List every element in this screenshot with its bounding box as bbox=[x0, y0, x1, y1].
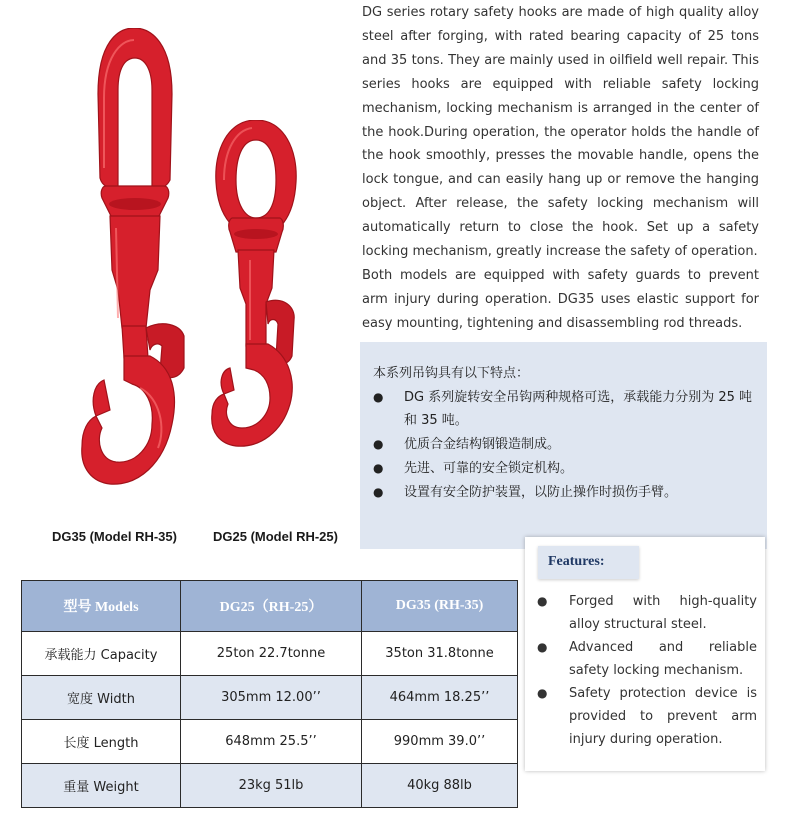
chinese-feature-item bbox=[360, 481, 767, 504]
dg35-value: 990mm 39.0’’ bbox=[362, 720, 518, 764]
spec-table bbox=[21, 580, 518, 808]
bullet-icon: ● bbox=[373, 390, 384, 404]
header-dg25: DG25（RH-25） bbox=[181, 581, 362, 632]
chinese-feature-text: 优质合金结构钢锻造制成。 bbox=[404, 437, 561, 452]
bullet-icon: ● bbox=[537, 640, 548, 654]
bullet-icon: ● bbox=[373, 437, 384, 451]
chinese-feature-item bbox=[360, 457, 767, 480]
dg35-caption: DG35 (Model RH-35) bbox=[52, 529, 177, 544]
row-label: 重量 Weight bbox=[22, 764, 181, 808]
dg35-value: 35ton 31.8tonne bbox=[362, 632, 518, 676]
feature-item bbox=[525, 590, 765, 636]
table-row bbox=[22, 632, 518, 676]
feature-text: Safety protection device is provided to prevent arm injury during operation. bbox=[569, 686, 757, 747]
table-row bbox=[22, 764, 518, 808]
dg35-value: 40kg 88lb bbox=[362, 764, 518, 808]
table-row bbox=[22, 720, 518, 764]
chinese-features-panel bbox=[360, 342, 767, 549]
header-models: 型号 Models bbox=[22, 581, 181, 632]
dg25-caption: DG25 (Model RH-25) bbox=[213, 529, 338, 544]
bullet-icon: ● bbox=[373, 485, 384, 499]
feature-item bbox=[525, 636, 765, 682]
bullet-icon: ● bbox=[373, 461, 384, 475]
dg25-value: 23kg 51lb bbox=[181, 764, 362, 808]
header-dg35: DG35 (RH-35) bbox=[362, 581, 518, 632]
features-box bbox=[525, 537, 765, 771]
feature-text: Forged with high-quality alloy structural steel. bbox=[569, 594, 757, 632]
chinese-feature-item bbox=[360, 386, 767, 432]
bullet-icon: ● bbox=[537, 594, 548, 608]
row-label: 承载能力 Capacity bbox=[22, 632, 181, 676]
features-title: Features: bbox=[548, 554, 605, 569]
chinese-features-list bbox=[360, 386, 767, 505]
dg35-hook-image bbox=[80, 28, 190, 498]
chinese-feature-text: DG 系列旋转安全吊钩两种规格可选，承载能力分别为 25 吨和 35 吨。 bbox=[404, 390, 753, 428]
features-list bbox=[525, 590, 765, 751]
spec-table-header bbox=[22, 581, 518, 632]
feature-item bbox=[525, 682, 765, 751]
bullet-icon: ● bbox=[537, 686, 548, 700]
dg25-value: 305mm 12.00’’ bbox=[181, 676, 362, 720]
dg25-hook-image bbox=[206, 120, 306, 450]
feature-text: Advanced and reliable safety locking mechanism. bbox=[569, 640, 757, 678]
description-paragraph-1: DG series rotary safety hooks are made of high quality alloy steel after forging, with rated bearing capacity of 25 tons and 35 tons. They are mainly used in oilfield well repair. This series hooks are equipped with reliable safety locking mechanism, locking mechanism is arranged in the center of the hook.During operation, the operator holds the handle of the hook smoothly, presses the movable handle, opens the lock tongue, and can easily hang up or remove the hanging object. After release, the safety locking mechanism will automatically return to close the hook. Set up a safety locking mechanism, greatly increase the safety of operation. bbox=[362, 5, 759, 260]
dg25-value: 648mm 25.5’’ bbox=[181, 720, 362, 764]
row-label: 宽度 Width bbox=[22, 676, 181, 720]
chinese-feature-item bbox=[360, 433, 767, 456]
table-row bbox=[22, 676, 518, 720]
description-paragraph-2: Both models are equipped with safety guards to prevent arm injury during operation. DG35 uses elastic support for easy mounting, tightening and disassembling rod threads. bbox=[362, 267, 759, 331]
chinese-features-title: 本系列吊钩具有以下特点： bbox=[373, 366, 530, 381]
product-description bbox=[362, 1, 759, 336]
chinese-feature-text: 设置有安全防护装置，以防止操作时损伤手臂。 bbox=[404, 485, 678, 500]
features-title-tab bbox=[538, 546, 639, 579]
chinese-feature-text: 先进、可靠的安全锁定机构。 bbox=[404, 461, 574, 476]
dg25-value: 25ton 22.7tonne bbox=[181, 632, 362, 676]
dg35-value: 464mm 18.25’’ bbox=[362, 676, 518, 720]
row-label: 长度 Length bbox=[22, 720, 181, 764]
